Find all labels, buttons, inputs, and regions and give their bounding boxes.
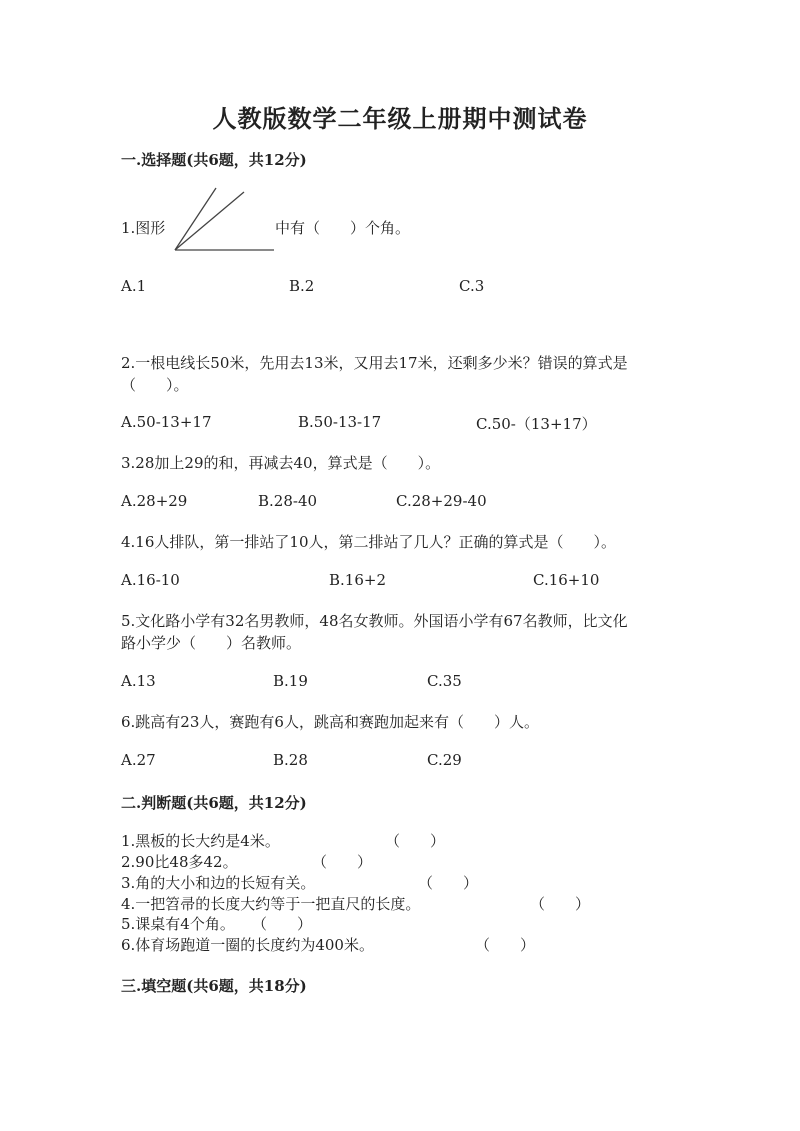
- q6-option-b: B.28: [273, 751, 308, 769]
- q5-option-a: A.13: [121, 672, 156, 690]
- q6-option-a: A.27: [121, 751, 156, 769]
- judge-item-6-blank: （ ）: [475, 936, 536, 954]
- q6-option-c: C.29: [427, 751, 462, 769]
- q4-option-c: C.16+10: [533, 571, 600, 589]
- judge-item-2-text: 2.90比48多42。: [121, 853, 238, 871]
- section-heading-fill: 三.填空题(共6题，共18分): [121, 977, 307, 995]
- judge-item-6-text: 6.体育场跑道一圈的长度约为400米。: [121, 936, 374, 954]
- question-1-suffix: 中有（ ）个角。: [275, 219, 411, 237]
- question-3-line1: 3.28加上29的和，再减去40，算式是（ ）。: [121, 454, 441, 472]
- q3-option-b: B.28-40: [258, 492, 318, 510]
- section-heading-judge: 二.判断题(共6题，共12分): [121, 794, 307, 812]
- judge-item-3-blank: （ ）: [418, 874, 479, 892]
- q3-option-a: A.28+29: [121, 492, 188, 510]
- judge-item-5-text: 5.课桌有4个角。: [121, 915, 235, 933]
- judge-item-5-blank: （ ）: [252, 915, 313, 933]
- q1-option-b: B.2: [289, 277, 315, 295]
- q1-option-a: A.1: [121, 277, 147, 295]
- section-heading-choice: 一.选择题(共6题，共12分): [121, 151, 307, 169]
- judge-item-3-text: 3.角的大小和边的长短有关。: [121, 874, 316, 892]
- angle-figure: [170, 186, 280, 256]
- page-title: 人教版数学二年级上册期中测试卷: [212, 104, 588, 133]
- q2-option-b: B.50-13-17: [298, 413, 382, 431]
- q5-option-b: B.19: [273, 672, 308, 690]
- question-2-line2: （ ）。: [121, 376, 189, 394]
- q1-option-c: C.3: [459, 277, 485, 295]
- question-1-prefix: 1.图形: [121, 219, 166, 237]
- judge-item-4-blank: （ ）: [530, 895, 591, 913]
- q4-option-b: B.16+2: [329, 571, 386, 589]
- judge-item-4-text: 4.一把笤帚的长度大约等于一把直尺的长度。: [121, 895, 421, 913]
- question-6-line1: 6.跳高有23人，赛跑有6人，跳高和赛跑加起来有（ ）人。: [121, 713, 539, 731]
- q4-option-a: A.16-10: [121, 571, 180, 589]
- judge-item-1-blank: （ ）: [385, 832, 446, 850]
- question-2-line1: 2.一根电线长50米，先用去13米，又用去17米，还剩多少米？错误的算式是: [121, 354, 628, 372]
- question-5-line1: 5.文化路小学有32名男教师，48名女教师。外国语小学有67名教师，比文化: [121, 612, 628, 630]
- q5-option-c: C.35: [427, 672, 462, 690]
- q2-option-c: C.50-（13+17）: [476, 415, 597, 433]
- judge-item-2-blank: （ ）: [312, 853, 373, 871]
- question-5-line2: 路小学少（ ）名教师。: [121, 634, 302, 652]
- judge-item-1-text: 1.黑板的长大约是4米。: [121, 832, 280, 850]
- q3-option-c: C.28+29-40: [396, 492, 487, 510]
- question-4-line1: 4.16人排队，第一排站了10人，第二排站了几人？正确的算式是（ ）。: [121, 533, 616, 551]
- q2-option-a: A.50-13+17: [121, 413, 212, 431]
